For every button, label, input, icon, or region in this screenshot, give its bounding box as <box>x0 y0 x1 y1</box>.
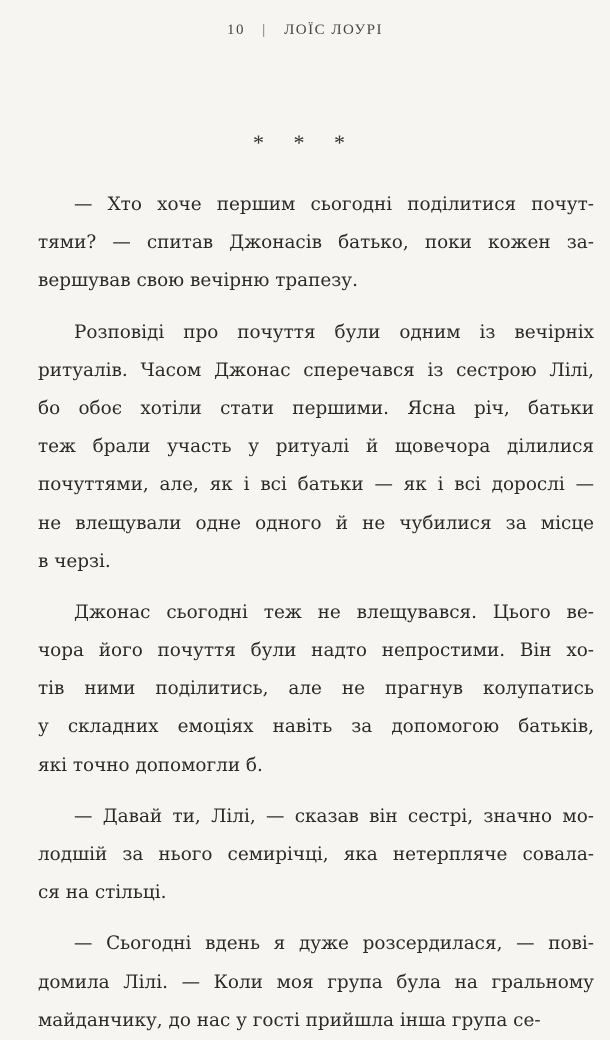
text-line: бо обоє хотіли стати першими. Ясна річ, батьки <box>38 397 594 419</box>
text-line: які точно допомогли б. <box>38 754 263 776</box>
text-line: почуттями, але, як і всі батьки — як і всі дорослі — <box>38 474 594 496</box>
text-line: не влещували одне одного й не чубилися за місце <box>38 512 594 534</box>
section-break: * * * <box>253 130 357 155</box>
text-line: — Давай ти, Лілі, — сказав він сестрі, значно мо- <box>74 805 594 827</box>
running-header <box>0 22 610 39</box>
paragraph <box>38 798 594 913</box>
paragraph <box>38 186 594 301</box>
text-line: ся на стільці. <box>38 882 167 904</box>
text-line: майданчику, до нас у гості прийшла інша група се- <box>38 1009 541 1031</box>
text-line: — Хто хоче першим сьогодні поділитися почут- <box>74 194 594 215</box>
text-line: чора його почуття були надто непростими. Він хо- <box>38 640 594 662</box>
text-line: вершував свою вечірню трапезу. <box>38 270 358 292</box>
text-line: Розповіді про почуття були одним із вечірніх <box>74 321 594 343</box>
page-number: 10 <box>227 22 246 38</box>
paragraph <box>38 925 594 1040</box>
text-line: домила Лілі. — Коли моя група була на гральному <box>38 971 594 993</box>
text-line: Джонас сьогодні теж не влещувався. Цього ве- <box>74 601 594 623</box>
paragraph <box>38 314 594 581</box>
text-line: тями? — спитав Джонасів батько, поки кожен за- <box>38 232 594 254</box>
author-name: ЛОЇС ЛОУРІ <box>284 22 383 38</box>
text-line: теж брали участь у ритуалі й щовечора ділилися <box>38 436 594 458</box>
text-line: лодшій за нього семирічці, яка нетерпляче совала- <box>38 844 594 865</box>
text-line: тів ними поділитись, але не прагнув колупатись <box>38 678 594 700</box>
text-line: у складних емоціях навіть за допомогою батьків, <box>38 716 594 738</box>
text-line: в черзі. <box>38 550 111 572</box>
text-line: ритуалів. Часом Джонас сперечався із сестрою Лілі, <box>38 359 594 381</box>
paragraph <box>38 594 594 785</box>
header-separator: | <box>262 22 267 38</box>
text-line: — Сьогодні вдень я дуже розсердилася, — пові- <box>74 933 594 955</box>
body-text <box>38 186 594 1040</box>
